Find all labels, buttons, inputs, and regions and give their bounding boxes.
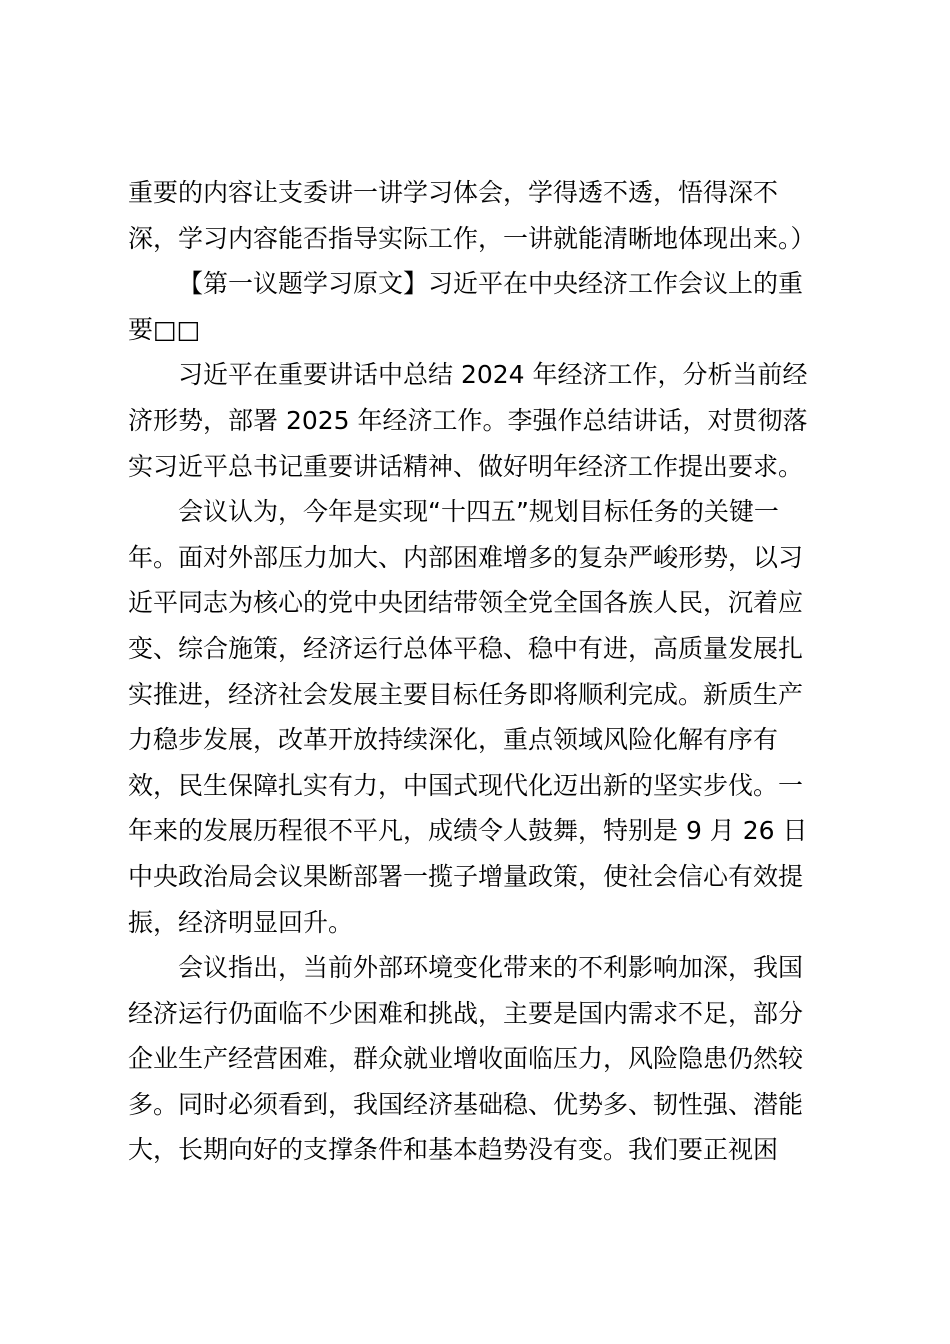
paragraph-line: 大，长期向好的支撑条件和基本趋势没有变。我们要正视困 (128, 1135, 779, 1165)
paragraph-line: 实推进，经济社会发展主要目标任务即将顺利完成。新质生产 (128, 679, 804, 709)
paragraph-line: 济形势，部署 2025 年经济工作。李强作总结讲话，对贯彻落 (128, 405, 808, 435)
paragraph-line: 近平同志为核心的党中央团结带领全党全国各族人民，沉着应 (128, 588, 804, 618)
paragraph-line: 年来的发展历程很不平凡，成绩令人鼓舞，特别是 9 月 26 日 (128, 816, 808, 846)
paragraph-line: 中央政治局会议果断部署一揽子增量政策，使社会信心有效提 (128, 861, 804, 891)
paragraph-line: 会议指出，当前外部环境变化带来的不利影响加深，我国 (178, 953, 804, 983)
paragraph-line: 振，经济明显回升。 (128, 907, 354, 937)
paragraph-line: 经济运行仍面临不少困难和挑战，主要是国内需求不足，部分 (128, 998, 804, 1028)
paragraph-line: 年。面对外部压力加大、内部困难增多的复杂严峻形势，以习 (128, 542, 804, 572)
paragraph-line: 习近平在重要讲话中总结 2024 年经济工作，分析当前经 (178, 360, 808, 390)
paragraph-line: 深，学习内容能否指导实际工作，一讲就能清晰地体现出来。） (128, 223, 816, 253)
paragraph-line: 重要的内容让支委讲一讲学习体会，学得透不透，悟得深不 (128, 178, 779, 207)
paragraph-line: 实习近平总书记重要讲话精神、做好明年经济工作提出要求。 (128, 451, 804, 481)
section-heading-line: 【第一议题学习原文】习近平在中央经济工作会议上的重 (178, 269, 804, 299)
paragraph-line: 变、综合施策，经济运行总体平稳、稳中有进，高质量发展扎 (128, 633, 804, 663)
paragraph-line: 效，民生保障扎实有力，中国式现代化迈出新的坚实步伐。一 (128, 770, 804, 800)
paragraph-line: 力稳步发展，改革开放持续深化，重点领域风险化解有序有 (128, 725, 779, 755)
paragraph-line: 会议认为，今年是实现“十四五”规划目标任务的关键一 (178, 497, 779, 527)
section-heading-line: 要□□ (128, 314, 201, 344)
paragraph-line: 多。同时必须看到，我国经济基础稳、优势多、韧性强、潜能 (128, 1089, 804, 1119)
paragraph-line: 企业生产经营困难，群众就业增收面临压力，风险隐患仍然较 (128, 1044, 804, 1074)
document-body (128, 170, 828, 1173)
